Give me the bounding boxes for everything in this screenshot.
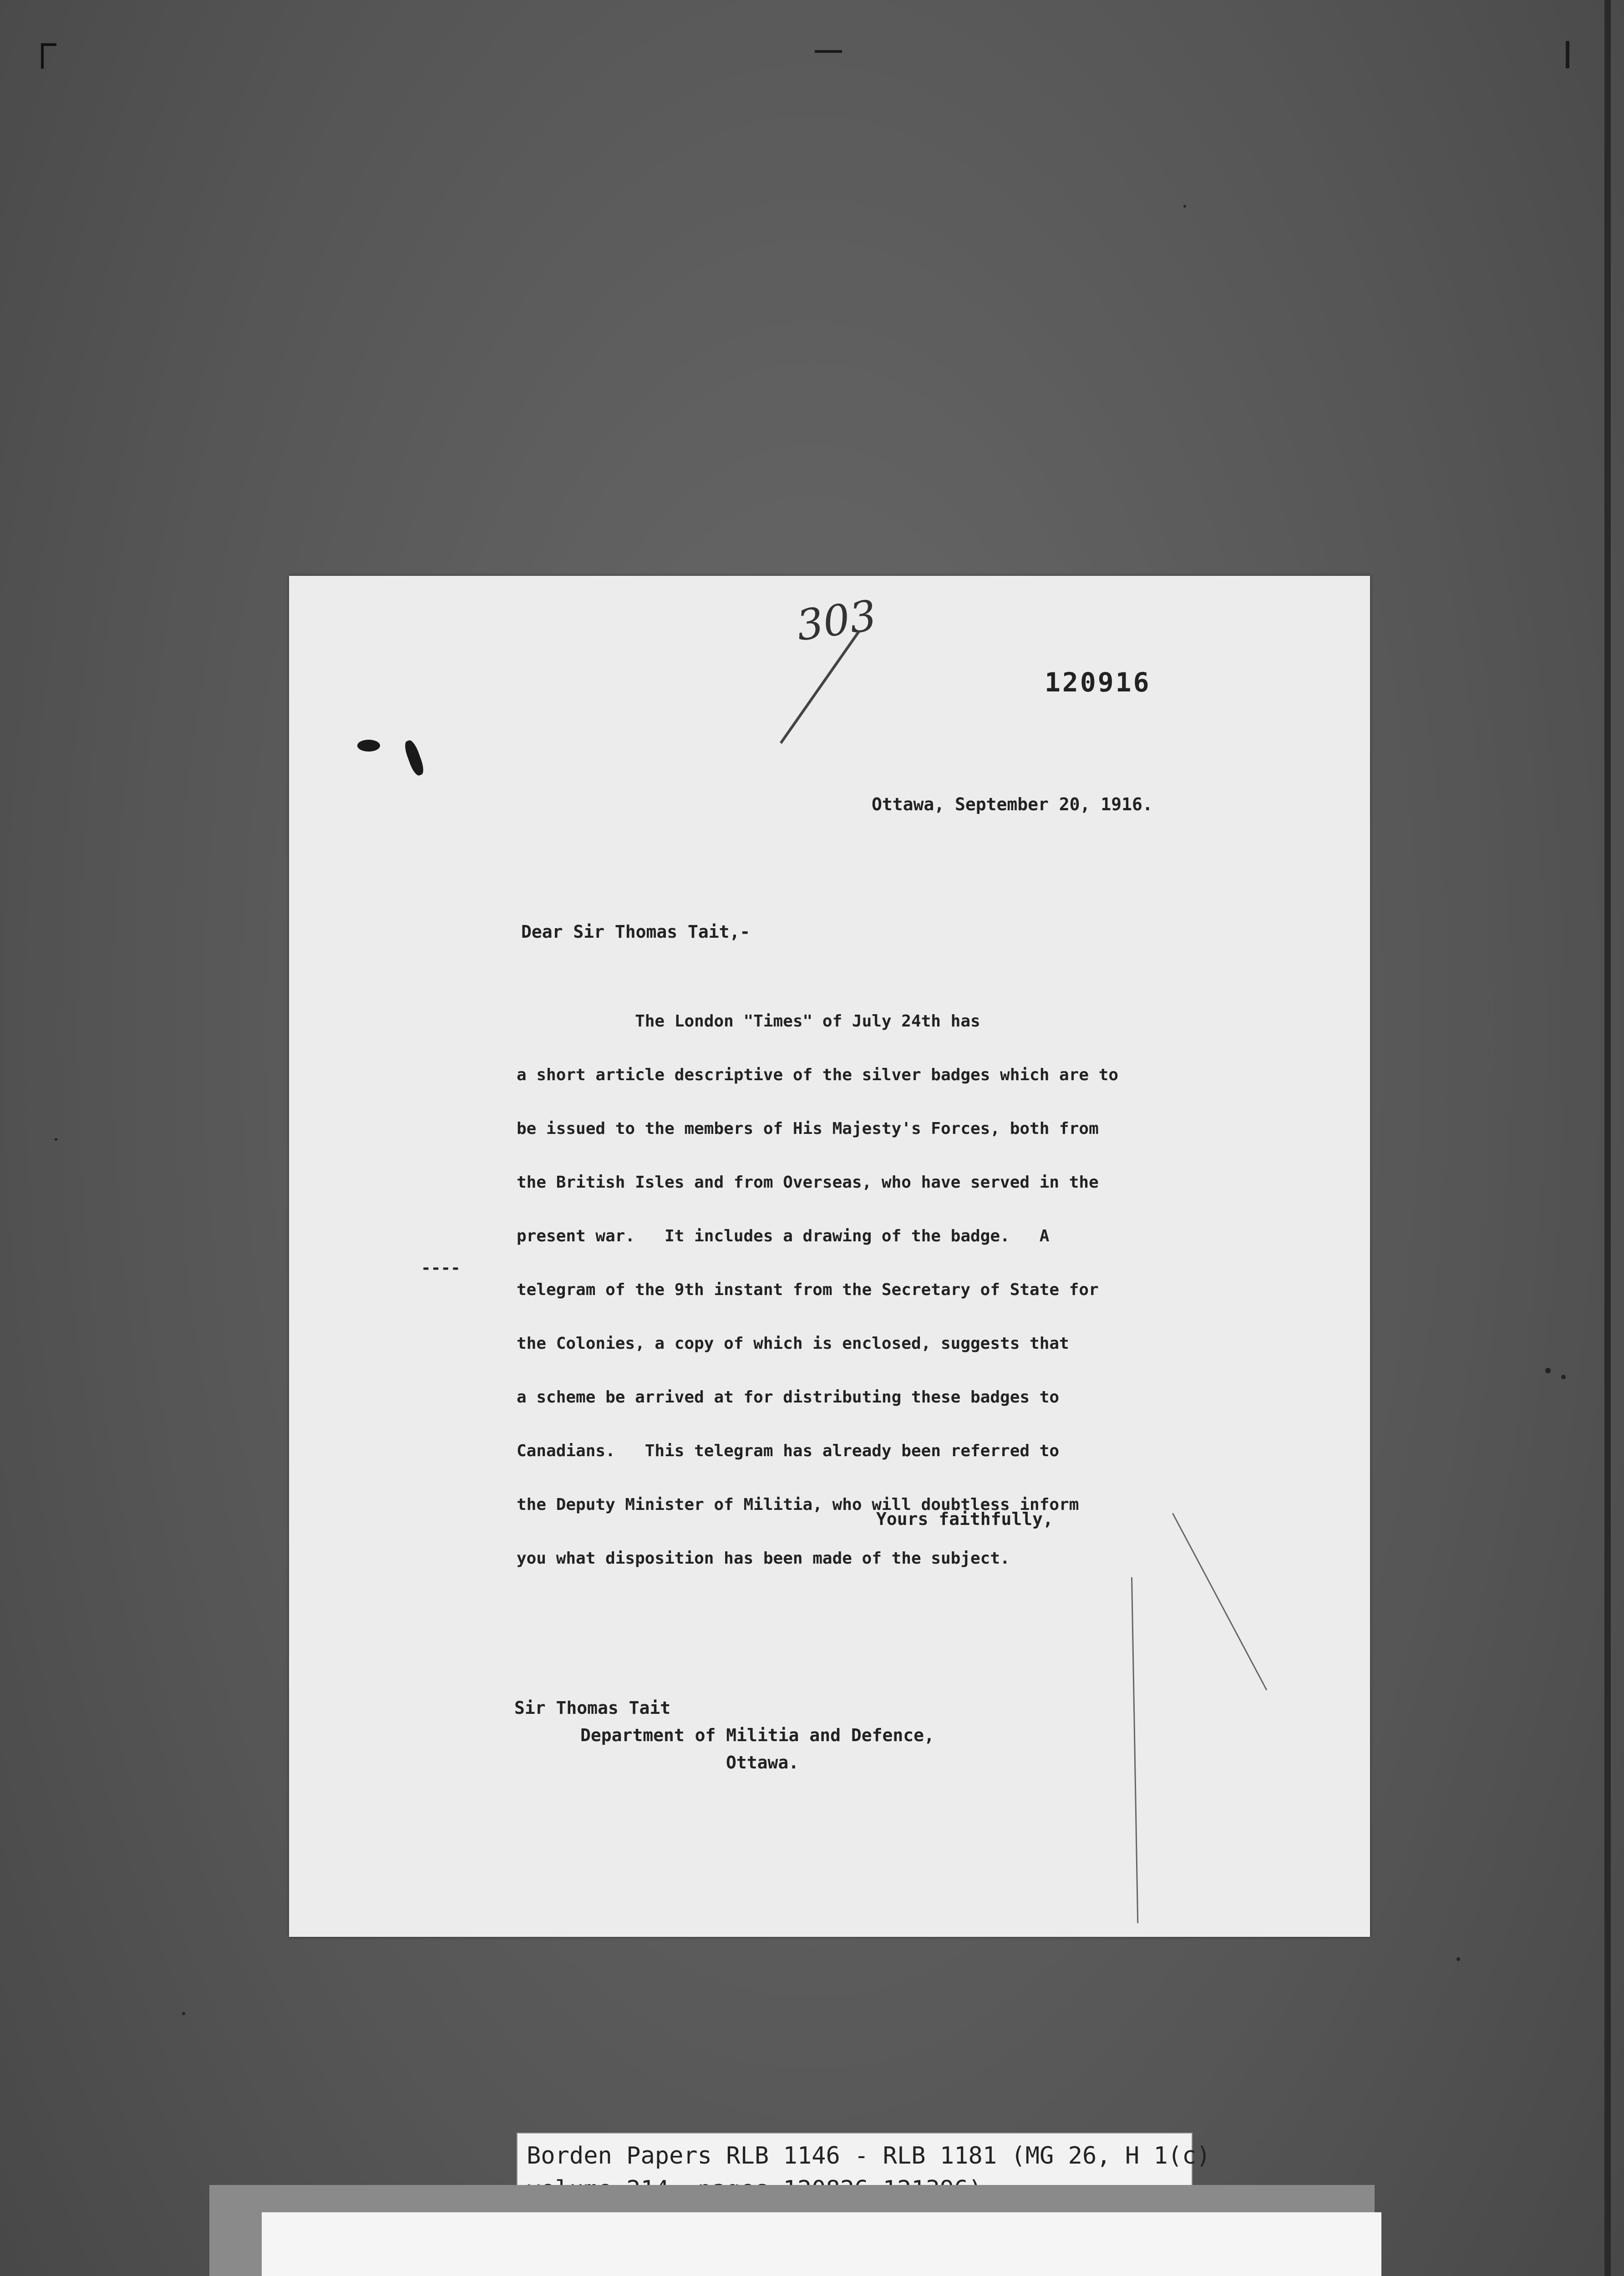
film-speck [182,2012,185,2015]
film-speck [1561,1375,1566,1379]
reference-line-1: Borden Papers RLB 1146 - RLB 1181 (MG 26, H 1(c) [527,2142,1211,2169]
edge-mark-right-top [1566,41,1569,68]
body-line: the Colonies, a copy of which is enclosed, suggests that [517,1334,1069,1353]
body-line: Canadians. This telegram has already been referred to [517,1442,1060,1460]
letter-sheet [289,576,1370,1937]
letter-salutation: Dear Sir Thomas Tait,- [521,922,751,942]
film-speck [1457,1957,1460,1961]
pencil-page-number: 303 [793,591,880,650]
punch-hole [402,739,426,777]
letter-date: Ottawa, September 20, 1916. [872,794,1153,814]
edge-mark-top-right [815,50,842,53]
letter-body [517,995,1299,1585]
body-line: telegram of the 9th instant from the Secretary of State for [517,1280,1099,1299]
pencil-stroke [1131,1577,1138,1923]
film-speck [1183,205,1186,208]
corner-mark-top-left [41,43,56,69]
film-speck [1545,1368,1551,1373]
recipient-name: Sir Thomas Tait [514,1698,671,1718]
film-speck [55,1138,57,1141]
archives-card [262,2212,1381,2276]
body-line: you what disposition has been made of the subject. [517,1549,1010,1568]
body-line: present war. It includes a drawing of the badge. A [517,1227,1050,1245]
recipient-department: Department of Militia and Defence, [580,1725,934,1745]
body-line: a scheme be arrived at for distributing these badges to [517,1388,1060,1407]
body-line: the Deputy Minister of Militia, who will doubtless inform [517,1495,1079,1514]
letter-closing: Yours faithfully, [876,1509,1053,1529]
margin-mark: ---- [421,1259,461,1277]
punch-hole [357,740,380,752]
document-number: 120916 [1045,667,1151,698]
body-line: be issued to the members of His Majesty's Forces, both from [517,1119,1099,1138]
film-edge-right [1604,0,1611,2276]
body-line: The London "Times" of July 24th has [517,1012,980,1031]
recipient-city: Ottawa. [726,1753,799,1773]
body-line: a short article descriptive of the silver badges which are to [517,1066,1119,1084]
body-line: the British Isles and from Overseas, who have served in the [517,1173,1099,1192]
